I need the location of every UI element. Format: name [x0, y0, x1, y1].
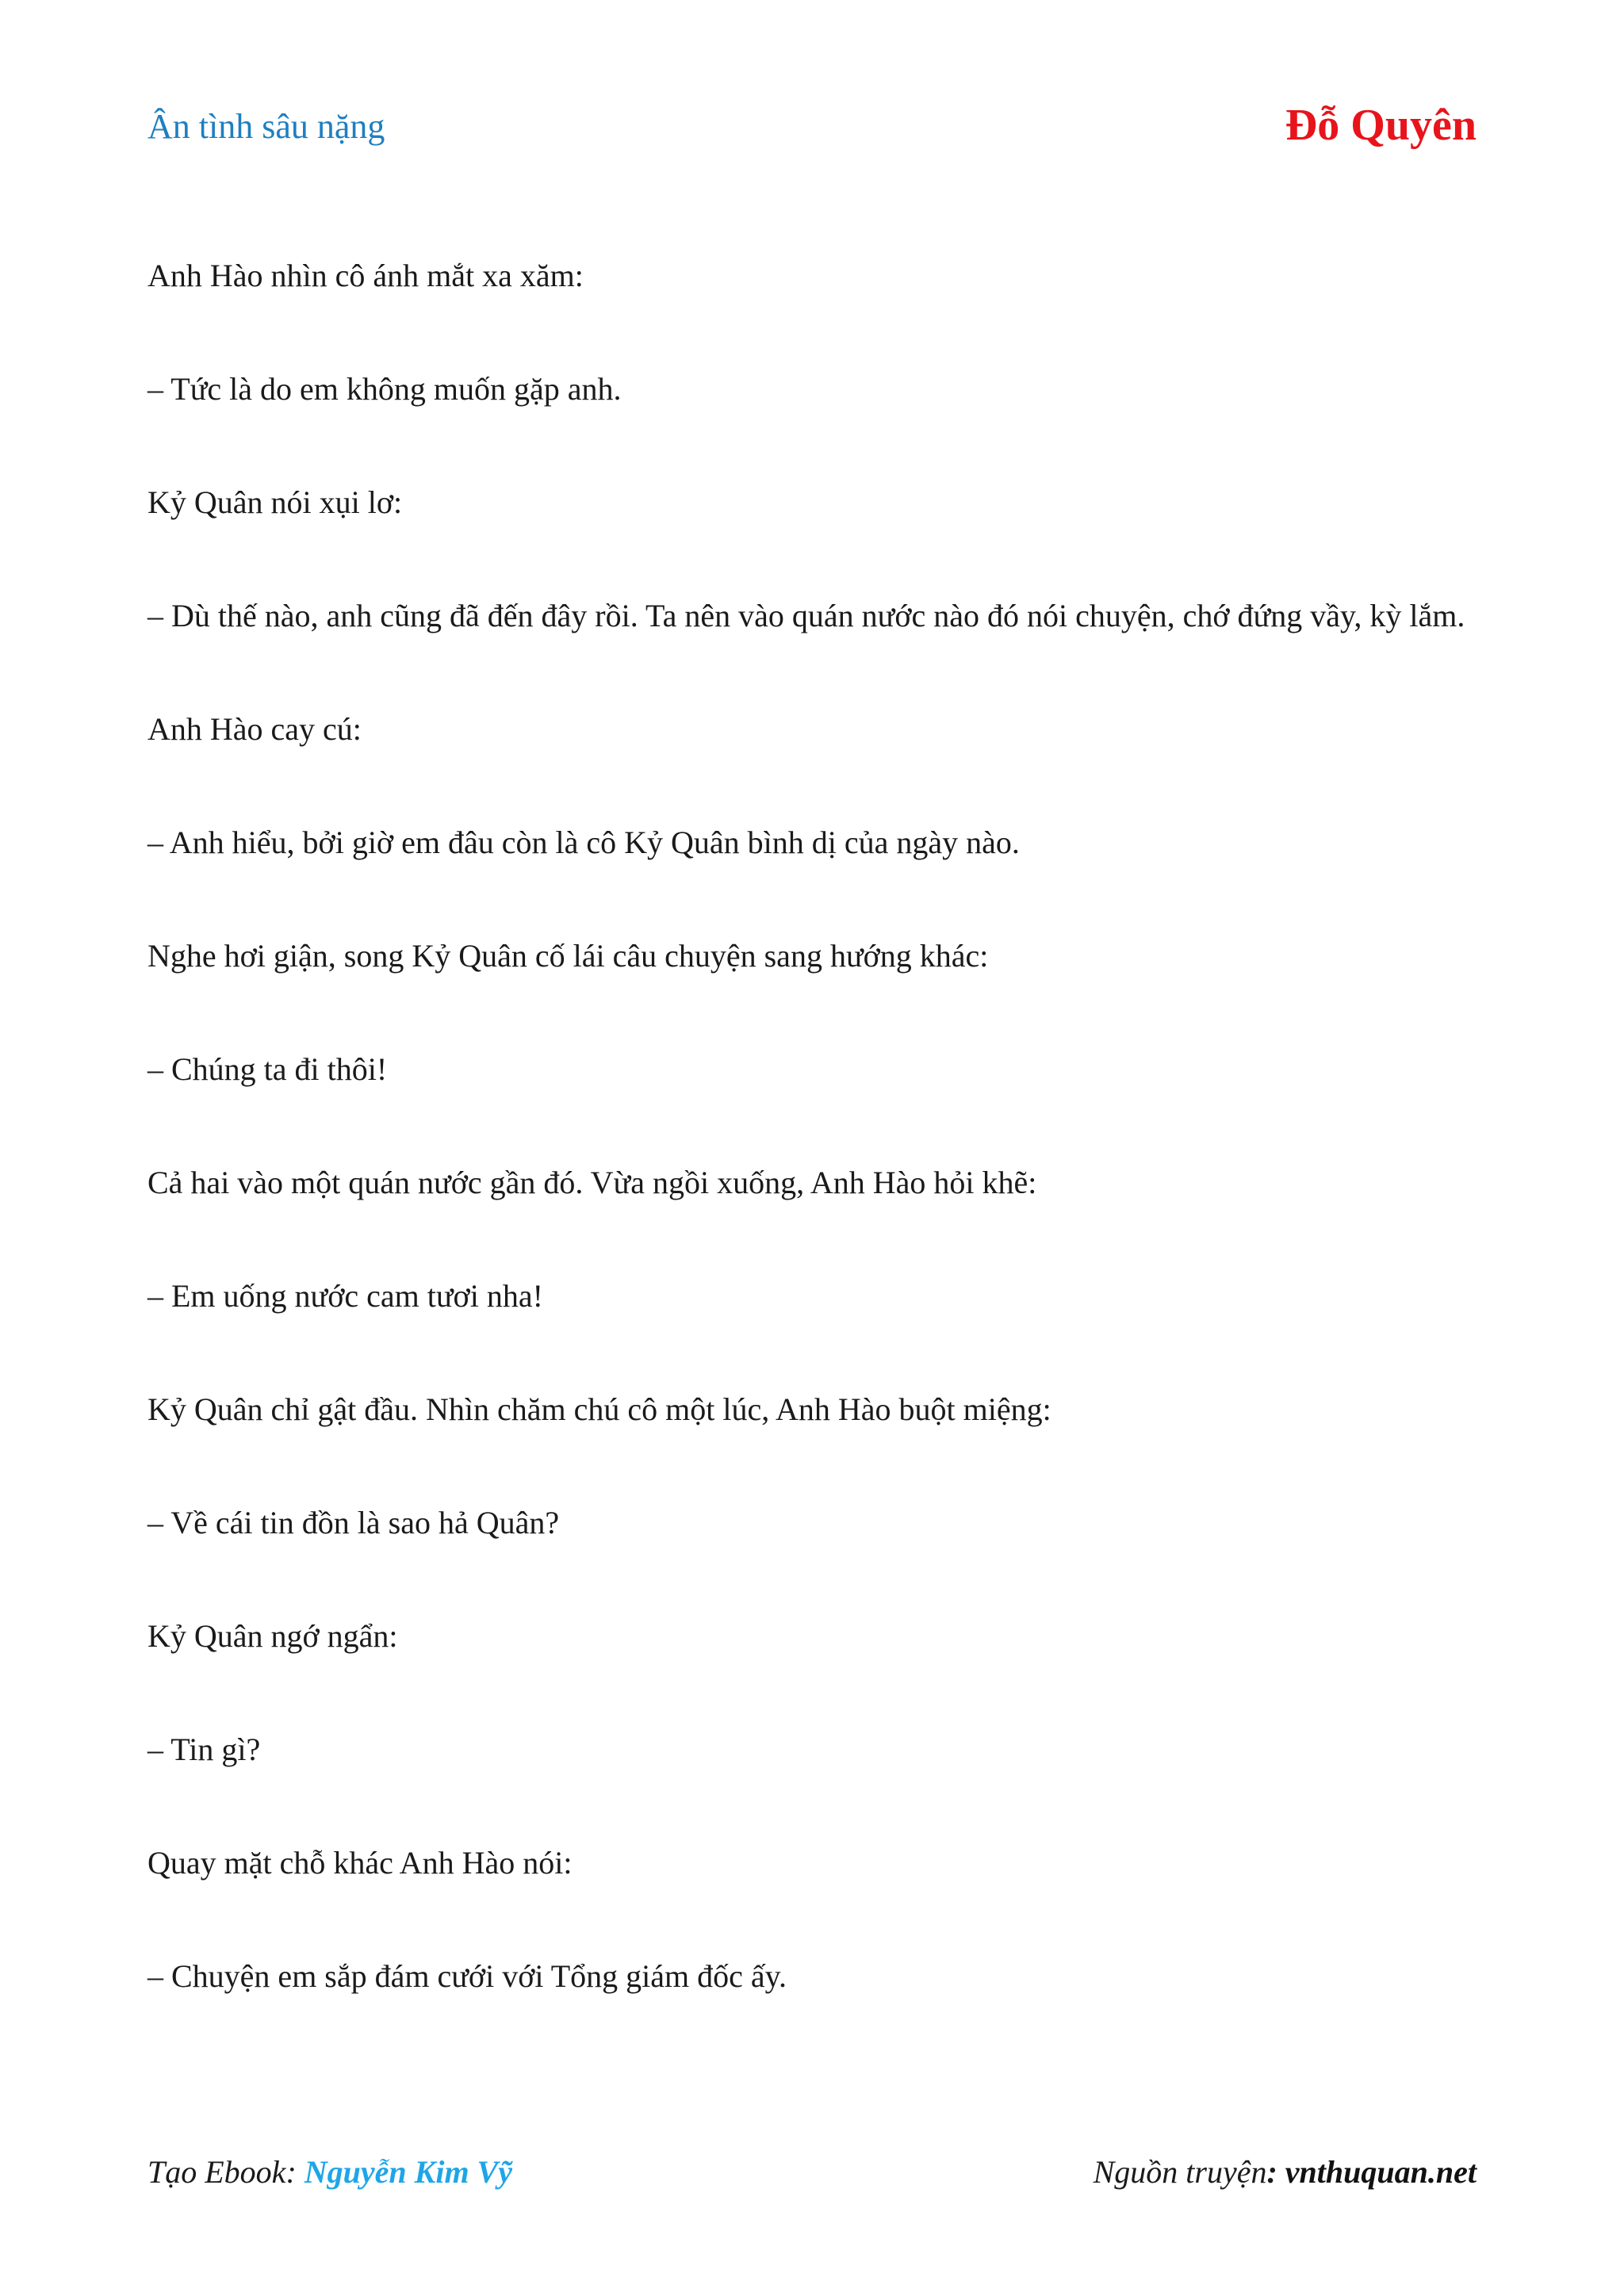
paragraph: Kỷ Quân chỉ gật đầu. Nhìn chăm chú cô một lúc, Anh Hào buột miệng: [147, 1391, 1051, 1427]
ebook-creator: Nguyễn Kim Vỹ [304, 2154, 512, 2190]
paragraph: Nghe hơi giận, song Kỷ Quân cố lái câu chuyện sang hướng khác: [147, 938, 989, 974]
book-title: Ân tình sâu nặng [147, 107, 385, 146]
paragraph: Kỷ Quân ngớ ngẩn: [147, 1618, 398, 1654]
paragraph: – Chúng ta đi thôi! [147, 1051, 388, 1087]
ebook-label: Tạo Ebook [147, 2154, 286, 2190]
page-header [147, 100, 1477, 163]
page-footer [147, 2153, 1477, 2204]
paragraph: – Tức là do em không muốn gặp anh. [147, 371, 622, 407]
paragraph: – Tin gì? [147, 1732, 261, 1767]
paragraph: – Chuyện em sắp đám cưới với Tổng giám đốc ấy. [147, 1958, 787, 1994]
paragraph: Anh Hào cay cú: [147, 711, 362, 747]
paragraph: – Anh hiểu, bởi giờ em đâu còn là cô Kỷ Quân bình dị của ngày nào. [147, 825, 1020, 860]
ebook-credit: Tạo Ebook: Nguyễn Kim Vỹ [147, 2154, 512, 2190]
paragraph: – Dù thế nào, anh cũng đã đến đây rồi. Ta nên vào quán nước nào đó nói chuyện, chớ đứng vầy, kỳ lắm. [147, 598, 1465, 633]
paragraph: Kỷ Quân nói xụi lơ: [147, 484, 403, 520]
story-body [147, 247, 1477, 2005]
source-label: Nguồn truyện [1093, 2154, 1267, 2190]
paragraph: Anh Hào nhìn cô ánh mắt xa xăm: [147, 258, 584, 293]
paragraph: – Về cái tin đồn là sao hả Quân? [147, 1505, 560, 1540]
story-source: Nguồn truyện: vnthuquan.net [1093, 2154, 1477, 2190]
source-site: vnthuquan.net [1285, 2154, 1477, 2190]
author-name: Đỗ Quyên [1285, 101, 1477, 150]
paragraph: Quay mặt chỗ khác Anh Hào nói: [147, 1845, 573, 1881]
paragraph: Cả hai vào một quán nước gần đó. Vừa ngồi xuống, Anh Hào hỏi khẽ: [147, 1165, 1037, 1200]
paragraph: – Em uống nước cam tươi nha! [147, 1278, 543, 1314]
